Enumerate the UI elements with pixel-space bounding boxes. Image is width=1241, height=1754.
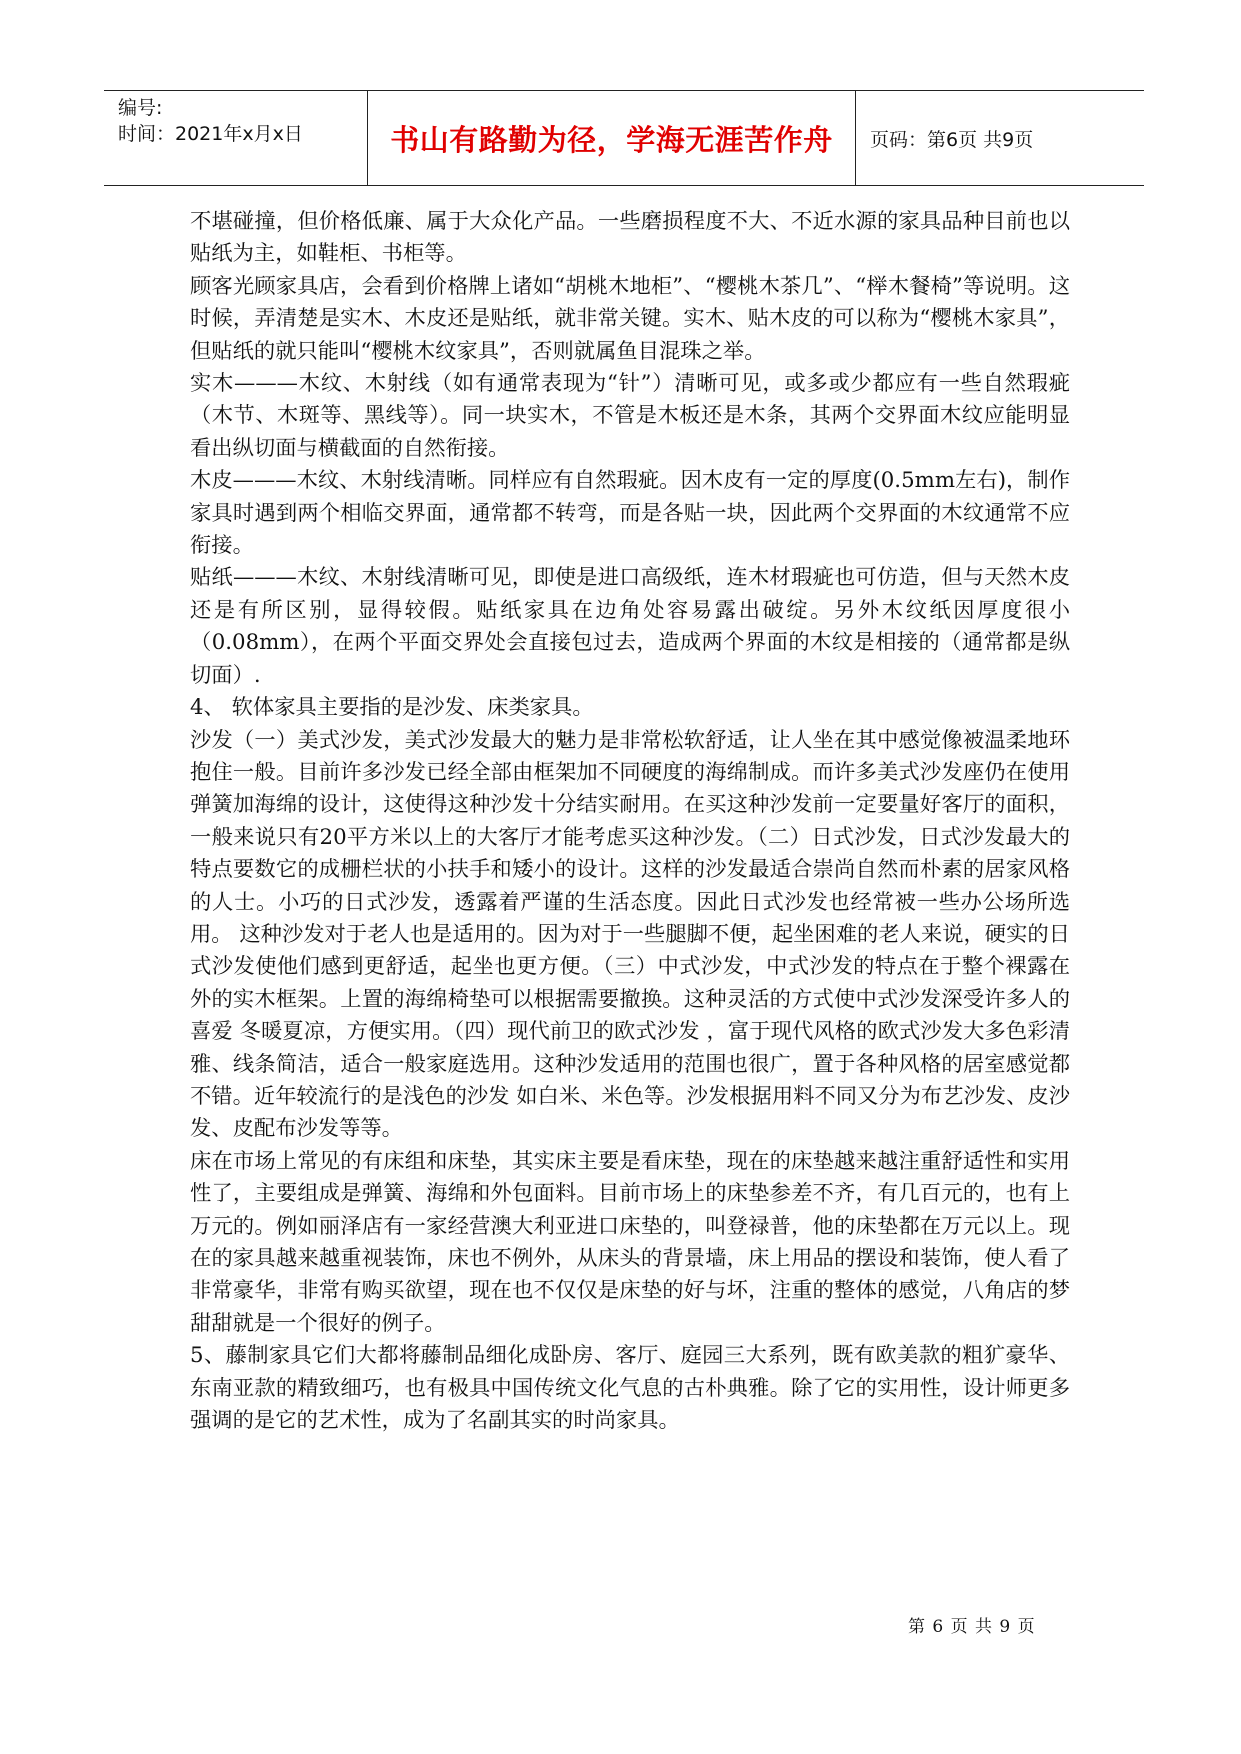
paragraph: 贴纸———木纹、木射线清晰可见，即使是进口高级纸，连木材瑕疵也可仿造，但与天然木皮还是有所区别，显得较假。贴纸家具在边角处容易露出破绽。另外木纹纸因厚度很小（0.08mm），在两个平面交界处会直接包过去，造成两个界面的木纹是相接的（通常都是纵切面）. (190, 565, 1070, 688)
document-time-label: 时间：2021年x月x日 (118, 123, 303, 145)
header-meta (104, 91, 368, 185)
page-footer: 第 6 页 共 9 页 (908, 1617, 1036, 1637)
paragraph: 5、藤制家具它们大都将藤制品细化成卧房、客厅、庭园三大系列，既有欧美款的粗犷豪华、东南亚款的精致细巧，也有极具中国传统文化气息的古朴典雅。除了它的实用性，设计师更多强调的是它的艺术性，成为了名副其实的时尚家具。 (190, 1343, 1070, 1434)
page-header (104, 90, 1144, 186)
section-heading-soft-furniture: 4、 软体家具主要指的是沙发、床类家具。 (190, 695, 594, 721)
document-number-label: 编号: (118, 97, 163, 119)
header-page-info: 页码：第6页 共9页 (870, 128, 1034, 151)
paragraph: 不堪碰撞，但价格低廉、属于大众化产品。一些磨损程度不大、不近水源的家具品种目前也以贴纸为主，如鞋柜、书柜等。 (190, 209, 1070, 267)
paragraph: 沙发（一）美式沙发，美式沙发最大的魅力是非常松软舒适，让人坐在其中感觉像被温柔地环抱住一般。目前许多沙发已经全部由框架加不同硬度的海绵制成。而许多美式沙发座仍在使用弹簧加海绵的设计，这使得这种沙发十分结实耐用。在买这种沙发前一定要量好客厅的面积，一般来说只有20平方米以上的大客厅才能考虑买这种沙发。（二）日式沙发，日式沙发最大的特点要数它的成栅栏状的小扶手和矮小的设计。这样的沙发最适合崇尚自然而朴素的居家风格的人士。小巧的日式沙发，透露着严谨的生活态度。因此日式沙发也经常被一些办公场所选用。 这种沙发对于老人也是适用的。因为对于一些腿脚不便，起坐困难的老人来说，硬实的日式沙发使他们感到更舒适，起坐也更方便。（三）中式沙发，中式沙发的特点在于整个裸露在外的实木框架。上置的海绵椅垫可以根据需要撤换。这种灵活的方式使中式沙发深受许多人的喜爱 冬暖夏凉，方便实用。（四）现代前卫的欧式沙发 ，富于现代风格的欧式沙发大多色彩清雅、线条简洁，适合一般家庭选用。这种沙发适用的范围也很广，置于各种风格的居室感觉都不错。近年较流行的是浅色的沙发 如白米、米色等。沙发根据用料不同又分为布艺沙发、皮沙发、皮配布沙发等等。 (190, 727, 1070, 1142)
paragraph: 实木———木纹、木射线（如有通常表现为“针”）清晰可见，或多或少都应有一些自然瑕疵（木节、木斑等、黑线等）。同一块实木，不管是木板还是木条，其两个交界面木纹应能明显看出纵切面与横截面的自然衔接。 (190, 371, 1070, 461)
paragraph: 木皮———木纹、木射线清晰。同样应有自然瑕疵。因木皮有一定的厚度(0.5mm左右)，制作家具时遇到两个相临交界面，通常都不转弯，而是各贴一块，因此两个交界面的木纹通常不应衔接。 (190, 468, 1070, 559)
document-body (190, 206, 1070, 1437)
header-motto: 书山有路勤为径，学海无涯苦作舟 (368, 91, 856, 185)
paragraph: 顾客光顾家具店，会看到价格牌上诸如“胡桃木地柜”、“樱桃木茶几”、“榉木餐椅”等说明。这时候，弄清楚是实木、木皮还是贴纸，就非常关键。实木、贴木皮的可以称为“樱桃木家具”，但贴纸的就只能叫“樱桃木纹家具”，否则就属鱼目混珠之举。 (190, 273, 1070, 364)
paragraph: 床在市场上常见的有床组和床垫，其实床主要是看床垫，现在的床垫越来越注重舒适性和实用性了，主要组成是弹簧、海绵和外包面料。目前市场上的床垫参差不齐，有几百元的，也有上万元的。例如丽泽店有一家经营澳大利亚进口床垫的，叫登禄普，他的床垫都在万元以上。现在的家具越来越重视装饰，床也不例外，从床头的背景墙，床上用品的摆设和装饰，使人看了非常豪华，非常有购买欲望，现在也不仅仅是床垫的好与坏，注重的整体的感觉，八角店的梦甜甜就是一个很好的例子。 (190, 1148, 1070, 1336)
